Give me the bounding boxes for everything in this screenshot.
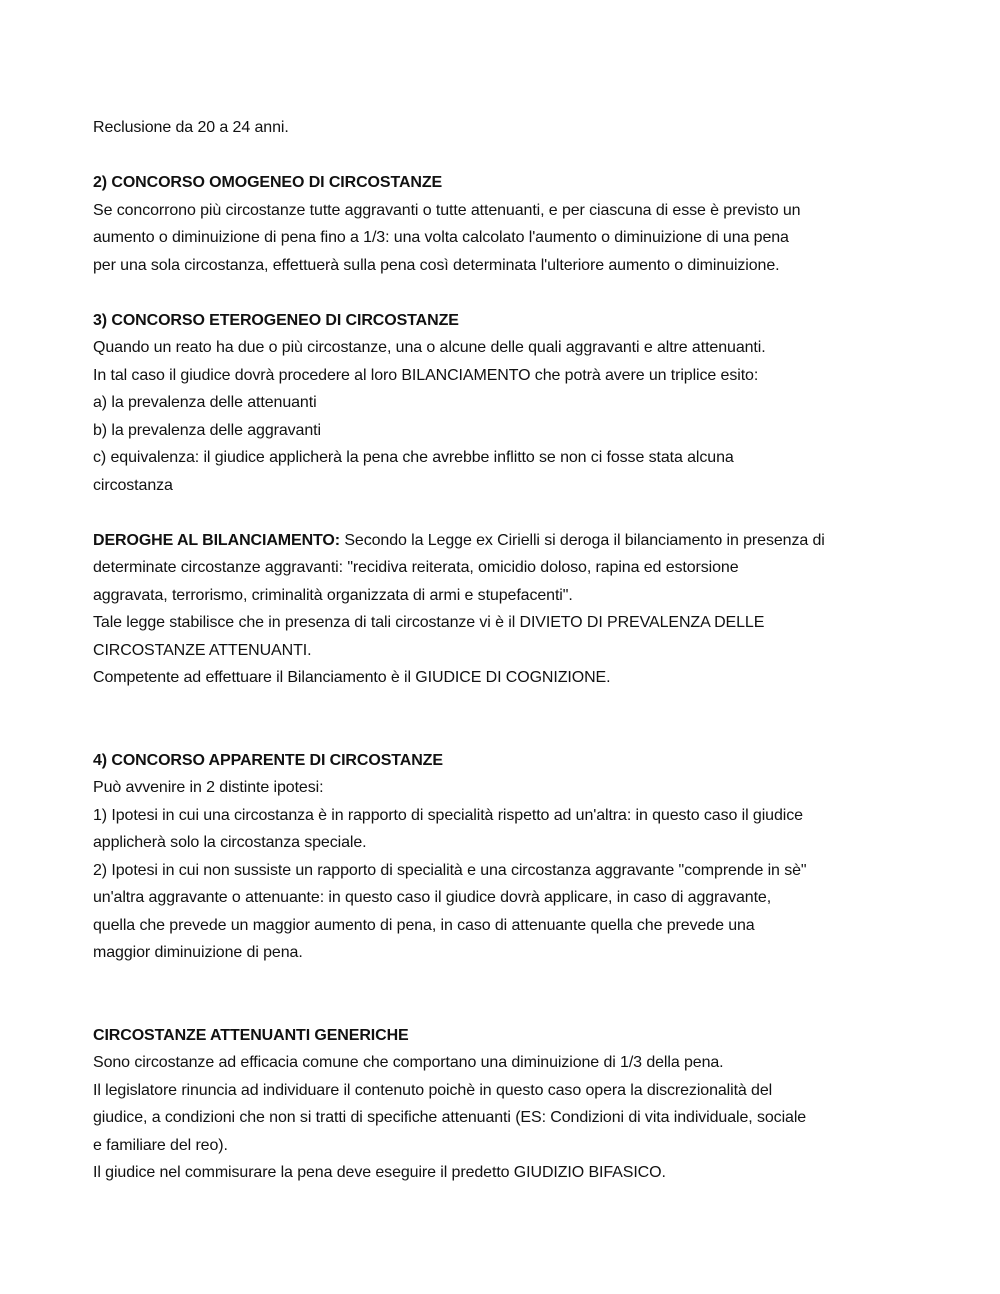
document-page (93, 114, 913, 1187)
text-line: giudice, a condizioni che non si tratti di specifiche attenuanti (ES: Condizioni di vita individuale, sociale (93, 1109, 807, 1126)
text-span: Secondo la Legge ex Cirielli si deroga il bilanciamento in presenza di (340, 531, 825, 549)
section-heading-concorso-apparente: 4) CONCORSO APPARENTE DI CIRCOSTANZE (93, 751, 443, 769)
text-line: per una sola circostanza, effettuerà sulla pena così determinata l'ulteriore aumento o diminuizione. (93, 256, 780, 274)
list-item: a) la prevalenza delle attenuanti (93, 394, 317, 411)
text-line: quella che prevede un maggior aumento di pena, in caso di attenuante quella che prevede una (93, 916, 755, 934)
blank-line (93, 499, 913, 527)
text-line: aumento o diminuizione di pena fino a 1/3: una volta calcolato l'aumento o diminuizione di una pena (93, 229, 789, 246)
blank-line (93, 994, 913, 1022)
blank-line (93, 142, 913, 170)
text-line: circostanza (93, 476, 173, 494)
blank-line (93, 279, 913, 307)
text-line: maggior diminuizione di pena. (93, 944, 303, 961)
text-line: 2) Ipotesi in cui non sussiste un rapporto di specialità e una circostanza aggravante "comprende in sè" (93, 861, 807, 879)
text-line: 1) Ipotesi in cui una circostanza è in rapporto di specialità rispetto ad un'altra: in questo caso il giudice (93, 806, 803, 824)
text-line: Sono circostanze ad efficacia comune che comportano una diminuizione di 1/3 della pena. (93, 1054, 724, 1071)
text-line: Quando un reato ha due o più circostanze, una o alcune delle quali aggravanti e altre attenuanti. (93, 339, 766, 356)
section-heading-attenuanti-generiche: CIRCOSTANZE ATTENUANTI GENERICHE (93, 1026, 409, 1044)
text-line: applicherà solo la circostanza speciale. (93, 834, 367, 851)
list-item: b) la prevalenza delle aggravanti (93, 421, 321, 439)
text-line: determinate circostanze aggravanti: "recidiva reiterata, omicidio doloso, rapina ed estorsione (93, 559, 739, 576)
text-line: Se concorrono più circostanze tutte aggravanti o tutte attenuanti, e per ciascuna di esse è previsto un (93, 201, 801, 219)
deroghe-heading: DEROGHE AL BILANCIAMENTO: (93, 531, 340, 549)
blank-line (93, 967, 913, 995)
text-line: Il giudice nel commisurare la pena deve eseguire il predetto GIUDIZIO BIFASICO. (93, 1164, 666, 1181)
text-line: un'altra aggravante o attenuante: in questo caso il giudice dovrà applicare, in caso di aggravante, (93, 889, 772, 906)
deroghe-paragraph-line (93, 527, 913, 555)
text-line: Può avvenire in 2 distinte ipotesi: (93, 779, 324, 796)
text-line: Competente ad effettuare il Bilanciamento è il GIUDICE DI COGNIZIONE. (93, 669, 611, 686)
text-line: Reclusione da 20 a 24 anni. (93, 119, 289, 136)
list-item: c) equivalenza: il giudice applicherà la pena che avrebbe inflitto se non ci fosse stata alcuna (93, 449, 734, 466)
text-line: CIRCOSTANZE ATTENUANTI. (93, 641, 312, 659)
text-line: Tale legge stabilisce che in presenza di tali circostanze vi è il DIVIETO DI PREVALENZA DELLE (93, 614, 765, 631)
text-line: e familiare del reo). (93, 1136, 228, 1154)
text-line: Il legislatore rinuncia ad individuare il contenuto poichè in questo caso opera la discrezionalità del (93, 1081, 773, 1099)
text-line: aggravata, terrorismo, criminalità organizzata di armi e stupefacenti". (93, 586, 573, 604)
section-heading-concorso-omogeneo: 2) CONCORSO OMOGENEO DI CIRCOSTANZE (93, 174, 443, 191)
section-heading-concorso-eterogeneo: 3) CONCORSO ETEROGENEO DI CIRCOSTANZE (93, 311, 459, 329)
blank-line (93, 692, 913, 720)
blank-line (93, 719, 913, 747)
text-line: In tal caso il giudice dovrà procedere al loro BILANCIAMENTO che potrà avere un triplice esito: (93, 366, 759, 384)
